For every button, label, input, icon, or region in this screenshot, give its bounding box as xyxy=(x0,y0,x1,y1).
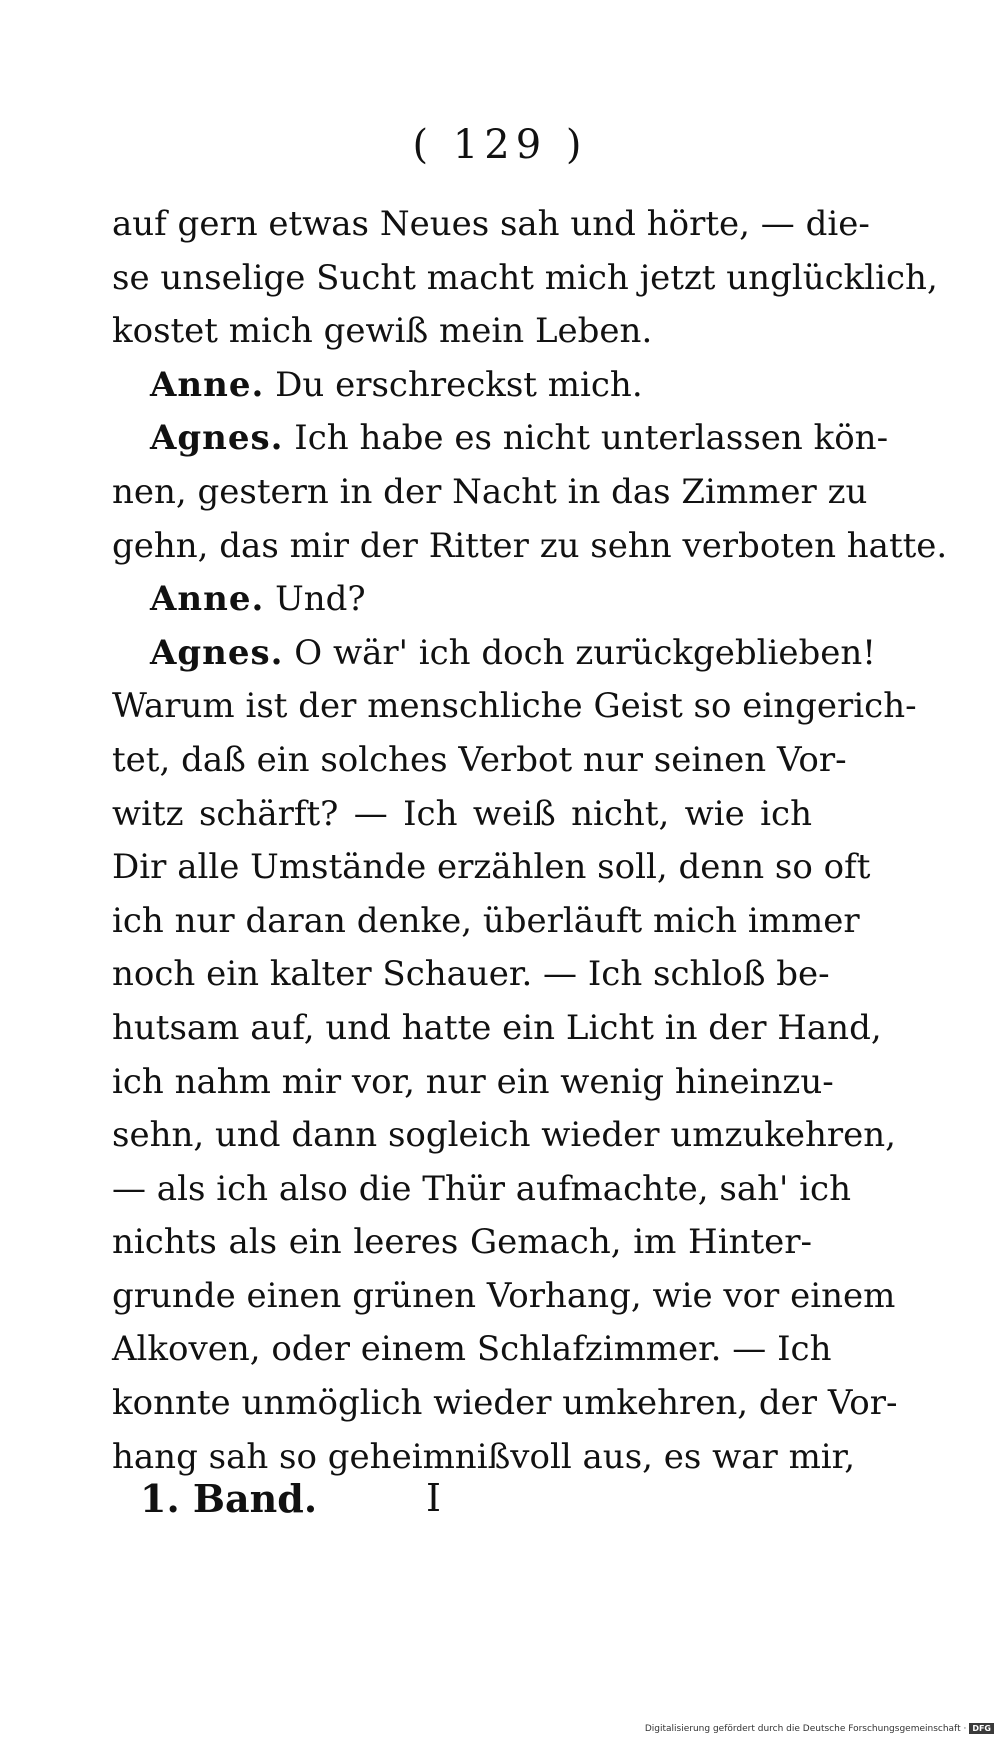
line-text: Warum ist der menschliche Geist so eingerich- xyxy=(112,686,917,727)
text-line xyxy=(112,1056,834,1110)
digitization-footer xyxy=(645,1723,994,1734)
line-text: nen, gestern in der Nacht in das Zimmer zu xyxy=(112,471,868,512)
line-text: Ich habe es nicht unterlassen kön- xyxy=(294,418,889,459)
text-line xyxy=(112,198,870,252)
dfg-logo: DFG xyxy=(969,1723,994,1734)
text-line xyxy=(112,412,889,466)
line-text: nichts als ein leeres Gemach, im Hinter- xyxy=(112,1222,812,1263)
line-text: sehn, und dann sogleich wieder umzukehren, xyxy=(112,1115,896,1156)
text-line xyxy=(112,573,812,627)
signature-mark xyxy=(140,1476,442,1521)
volume-label: 1. Band. xyxy=(140,1476,318,1521)
line-text: ich nahm mir vor, nur ein wenig hineinzu- xyxy=(112,1061,834,1102)
line-text: hang sah so geheimnißvoll aus, es war mir, xyxy=(112,1436,856,1477)
text-line xyxy=(112,359,812,413)
line-text: grunde einen grünen Vorhang, wie vor einem xyxy=(112,1275,896,1316)
line-text: se unselige Sucht macht mich jetzt unglücklich, xyxy=(112,257,938,298)
line-text: Alkoven, oder einem Schlafzimmer. — Ich xyxy=(112,1329,832,1370)
text-line xyxy=(112,734,847,788)
text-line xyxy=(112,788,812,842)
line-text: konnte unmöglich wieder umkehren, der Vor- xyxy=(112,1383,898,1424)
text-line xyxy=(112,1270,896,1324)
line-text: O wär' ich doch zurückgeblieben! xyxy=(294,632,876,673)
line-text: Du erschreckst mich. xyxy=(275,364,643,405)
text-line xyxy=(112,1109,896,1163)
speaker-name: Anne. xyxy=(150,364,265,405)
page-number: ( 129 ) xyxy=(412,122,588,168)
body-text xyxy=(112,198,948,1484)
line-text: kostet mich gewiß mein Leben. xyxy=(112,311,653,352)
speaker-name: Agnes. xyxy=(150,418,284,459)
text-line xyxy=(112,1377,898,1431)
line-text: — als ich also die Thür aufmachte, sah' ich xyxy=(112,1168,851,1209)
speaker-name: Anne. xyxy=(150,579,265,620)
text-line xyxy=(112,305,812,359)
text-line xyxy=(112,841,871,895)
line-text: Dir alle Umstände erzählen soll, denn so oft xyxy=(112,847,871,888)
text-line xyxy=(112,680,917,734)
line-text: noch ein kalter Schauer. — Ich schloß be- xyxy=(112,954,830,995)
text-line xyxy=(112,895,860,949)
signature-letter: I xyxy=(426,1476,442,1520)
text-line xyxy=(112,1002,882,1056)
text-line xyxy=(112,1216,812,1270)
footer-credit: Digitalisierung gefördert durch die Deutsche Forschungsgemeinschaft · xyxy=(644,1723,967,1734)
text-line xyxy=(112,627,876,681)
line-text: auf gern etwas Neues sah und hörte, — die- xyxy=(112,204,870,244)
line-text: Und? xyxy=(275,579,366,620)
line-text: tet, daß ein solches Verbot nur seinen Vor- xyxy=(112,739,847,780)
line-text: hutsam auf, und hatte ein Licht in der Hand, xyxy=(112,1007,882,1048)
text-line xyxy=(112,1323,832,1377)
text-line xyxy=(112,520,948,574)
line-text: ich nur daran denke, überläuft mich immer xyxy=(112,900,860,941)
text-line xyxy=(112,466,868,520)
text-line xyxy=(112,948,830,1002)
line-text: gehn, das mir der Ritter zu sehn verboten hatte. xyxy=(112,525,948,566)
text-line xyxy=(112,252,938,306)
text-line xyxy=(112,1163,851,1217)
line-text: witz schärft? — Ich weiß nicht, wie ich xyxy=(112,793,812,834)
speaker-name: Agnes. xyxy=(150,632,284,673)
